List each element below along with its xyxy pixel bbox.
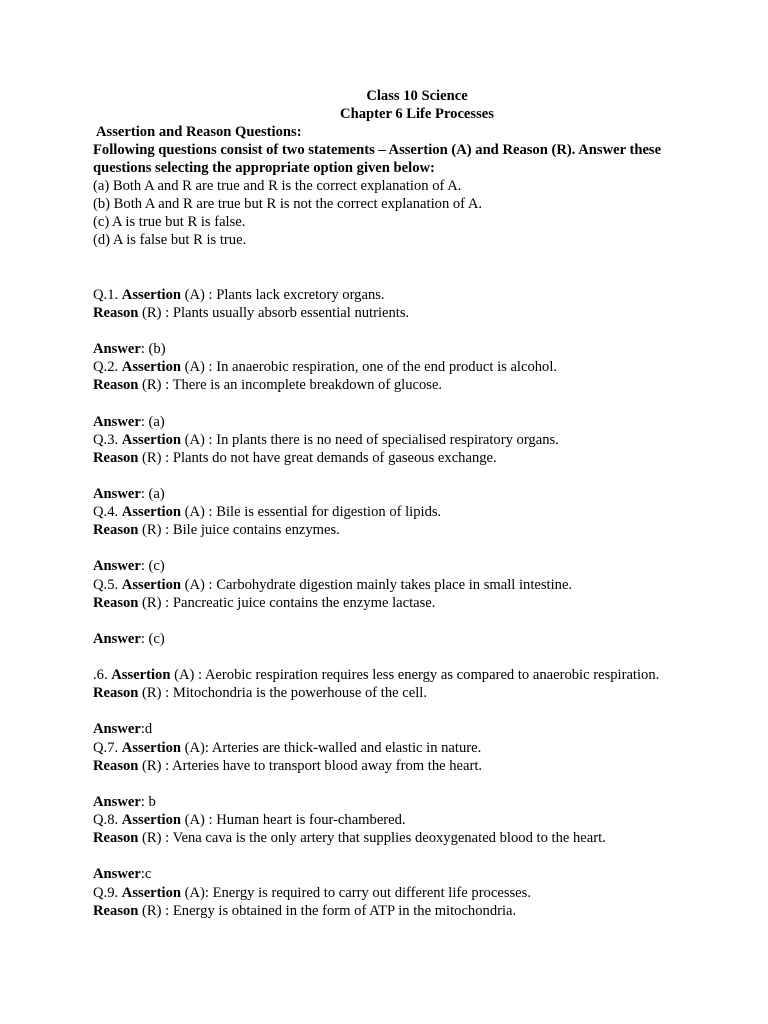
- question-5-answer: Answer: (c): [93, 631, 165, 647]
- question-7-assertion: Q.7. Assertion (A): Arteries are thick-walled and elastic in nature.: [93, 740, 482, 756]
- question-9-reason: Reason (R) : Energy is obtained in the form of ATP in the mitochondria.: [93, 903, 517, 919]
- question-2-assertion: Q.2. Assertion (A) : In anaerobic respiration, one of the end product is alcohol.: [93, 359, 558, 375]
- instruction-line-1: Following questions consist of two statements – Assertion (A) and Reason (R). Answer these: [93, 142, 662, 158]
- question-6-assertion: .6. Assertion (A) : Aerobic respiration requires less energy as compared to anaerobic respiration.: [93, 667, 660, 683]
- question-4-assertion: Q.4. Assertion (A) : Bile is essential for digestion of lipids.: [93, 504, 442, 520]
- question-2-reason: Reason (R) : There is an incomplete breakdown of glucose.: [93, 377, 443, 393]
- question-7-reason: Reason (R) : Arteries have to transport blood away from the heart.: [93, 758, 483, 774]
- question-6-answer: Answer:d: [93, 721, 153, 737]
- question-1-answer: Answer: (b): [93, 341, 166, 357]
- option-a: (a) Both A and R are true and R is the correct explanation of A.: [93, 178, 462, 194]
- option-b: (b) Both A and R are true but R is not the correct explanation of A.: [93, 196, 483, 212]
- question-3-reason: Reason (R) : Plants do not have great demands of gaseous exchange.: [93, 450, 497, 466]
- document-title: Class 10 Science: [366, 88, 468, 104]
- option-c: (c) A is true but R is false.: [93, 214, 246, 230]
- question-3-assertion: Q.3. Assertion (A) : In plants there is no need of specialised respiratory organs.: [93, 432, 559, 448]
- question-1-reason: Reason (R) : Plants usually absorb essential nutrients.: [93, 305, 410, 321]
- question-8-answer: Answer:c: [93, 866, 152, 882]
- question-5-reason: Reason (R) : Pancreatic juice contains the enzyme lactase.: [93, 595, 436, 611]
- question-8-assertion: Q.8. Assertion (A) : Human heart is four-chambered.: [93, 812, 406, 828]
- chapter-title: Chapter 6 Life Processes: [340, 106, 494, 122]
- question-6-reason: Reason (R) : Mitochondria is the powerhouse of the cell.: [93, 685, 427, 701]
- question-7-answer: Answer: b: [93, 794, 156, 810]
- question-1-assertion: Q.1. Assertion (A) : Plants lack excretory organs.: [93, 287, 385, 303]
- question-3-answer: Answer: (a): [93, 486, 165, 502]
- question-4-answer: Answer: (c): [93, 558, 165, 574]
- instruction-line-2: questions selecting the appropriate option given below:: [93, 160, 435, 176]
- question-5-assertion: Q.5. Assertion (A) : Carbohydrate digestion mainly takes place in small intestine.: [93, 577, 573, 593]
- question-4-reason: Reason (R) : Bile juice contains enzymes.: [93, 522, 340, 538]
- question-9-assertion: Q.9. Assertion (A): Energy is required to carry out different life processes.: [93, 885, 531, 901]
- section-heading: Assertion and Reason Questions:: [96, 124, 302, 140]
- question-8-reason: Reason (R) : Vena cava is the only artery that supplies deoxygenated blood to the heart.: [93, 830, 606, 846]
- question-2-answer: Answer: (a): [93, 414, 165, 430]
- option-d: (d) A is false but R is true.: [93, 232, 247, 248]
